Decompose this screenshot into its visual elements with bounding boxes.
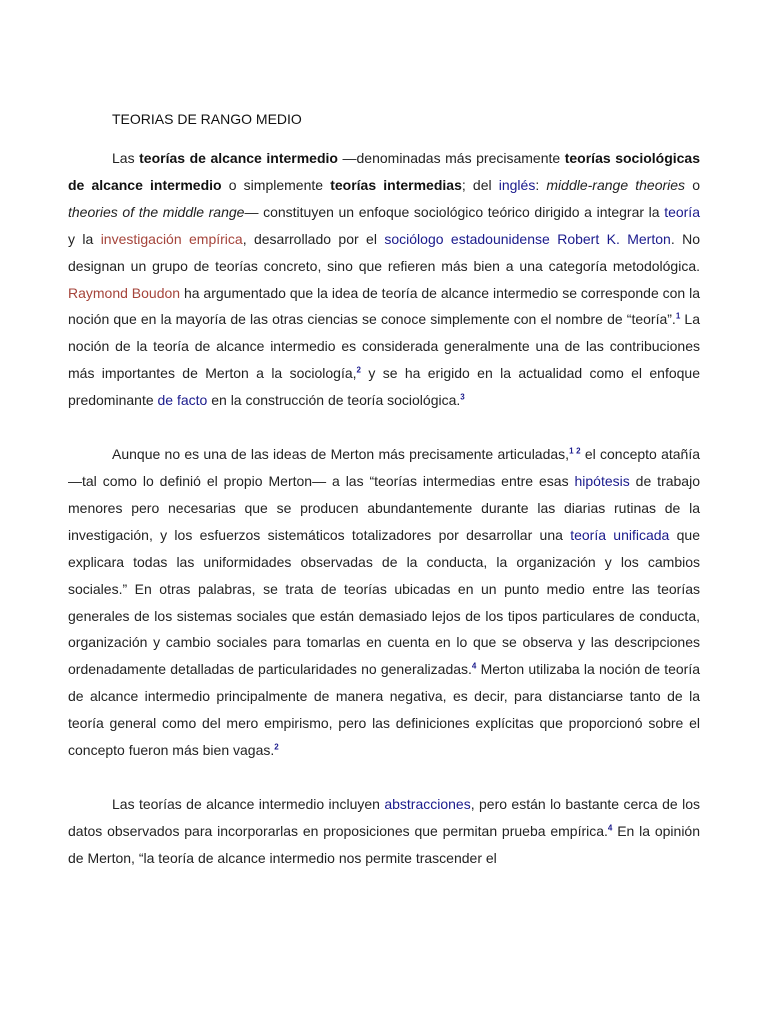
link-de-facto[interactable]: de facto — [157, 392, 208, 409]
footnote-ref[interactable]: 1 — [569, 446, 574, 456]
footnote-ref[interactable]: 2 — [274, 742, 279, 752]
text: Aunque no es una de las ideas de Merton más precisamente articuladas, — [112, 446, 570, 463]
text: en la construcción de teoría sociológica. — [207, 392, 461, 409]
paragraph-2 — [68, 441, 700, 764]
link-teoria[interactable]: teoría — [664, 203, 700, 220]
paragraph-1 — [68, 145, 700, 414]
italic-term: theories of the middle range — [68, 203, 245, 220]
footnote-ref[interactable]: 2 — [356, 365, 361, 375]
text: En la opinión de Merton, “la teoría de alcance intermedio nos permite trascender el — [68, 822, 701, 866]
text: : — [535, 176, 547, 193]
link-investigacion-empirica[interactable]: investigación empírica — [100, 230, 243, 247]
text: , pero están lo bastante cerca de los datos observados para incorporarlas en proposiciones que permitan prueba empírica. — [68, 795, 700, 839]
footnote-ref[interactable]: 3 — [460, 392, 465, 402]
link-abstracciones[interactable]: abstracciones — [384, 795, 471, 812]
footnote-ref[interactable]: 4 — [471, 661, 477, 671]
bold-term: teorías de alcance intermedio — [139, 150, 338, 166]
text: o — [685, 176, 701, 193]
text: —denominadas más precisamente — [337, 150, 565, 166]
text: Las teorías de alcance intermedio incluyen — [112, 795, 385, 812]
footnote-ref[interactable]: 2 — [576, 446, 581, 456]
link-hipotesis[interactable]: hipótesis — [574, 472, 630, 489]
text — [444, 231, 451, 247]
text: que explicara todas las uniformidades observadas de la conducta, la organización y los cambios sociales.” En otras palabras, se trata de teorías ubicadas en un punto medio entre las teorías generales de los sistemas sociales que están demasiado lejos de los tipos particulares de conducta, organización y cambio sociales para tomarlas en cuenta en lo que se observa y las descripciones ordenadamente detalladas de particularidades no generalizadas. — [68, 526, 700, 678]
link-robert-k-merton[interactable]: Robert K. Merton — [557, 230, 671, 247]
text: y se ha erigido en la actualidad como el enfoque predominante — [68, 365, 700, 409]
bold-term: teorías intermedias — [330, 176, 462, 193]
link-raymond-boudon[interactable]: Raymond Boudon — [68, 284, 181, 301]
bold-term: teorías sociológicas de alcance intermedio — [68, 150, 701, 193]
footnote-ref[interactable]: 4 — [607, 823, 613, 833]
italic-term: middle-range theories — [546, 176, 686, 193]
text: de trabajo menores pero necesarias que se producen abundantemente durante las diarias rutinas de la investigación, y los esfuerzos sistemáticos totalizadores por desarrollar una — [68, 472, 700, 543]
text: Merton utilizaba la noción de teoría de alcance intermedio principalmente de manera negativa, es decir, para distanciarse tanto de la teoría general como del mero empirismo, pero las definiciones explícitas que proporcionó sobre el concepto fueron más bien vagas. — [68, 661, 700, 759]
text: La noción de la teoría de alcance intermedio es considerada generalmente una de las contribuciones más importantes de Merton a la sociología, — [68, 311, 700, 382]
footnote-ref[interactable]: 1 — [675, 311, 681, 321]
text: ; del — [461, 176, 499, 193]
text: , desarrollado por el — [242, 230, 385, 247]
text: el concepto atañía —tal como lo definió el propio Merton— a las “teorías intermedias entre esas — [68, 446, 701, 489]
text: ha argumentado que la idea de teoría de alcance intermedio se corresponde con la noción que en la mayoría de las otras ciencias se conoce simplemente con el nombre de “teoría”. — [68, 284, 700, 328]
paragraph-3 — [68, 791, 700, 872]
link-sociologo[interactable]: sociólogo — [384, 230, 444, 247]
text: — constituyen un enfoque sociológico teórico dirigido a integrar la — [244, 203, 665, 220]
text: . No designan un grupo de teorías concreto, sino que refieren más bien a una categoría metodológica. — [68, 230, 700, 274]
text: o simplemente — [221, 176, 331, 193]
document-title: TEORIAS DE RANGO MEDIO — [112, 111, 302, 127]
text: y la — [68, 230, 101, 247]
link-estadounidense[interactable]: estadounidense — [450, 230, 550, 247]
link-teoria-unificada[interactable]: teoría unificada — [570, 526, 670, 543]
link-ingles[interactable]: inglés — [498, 176, 536, 193]
text: Las — [112, 150, 140, 166]
